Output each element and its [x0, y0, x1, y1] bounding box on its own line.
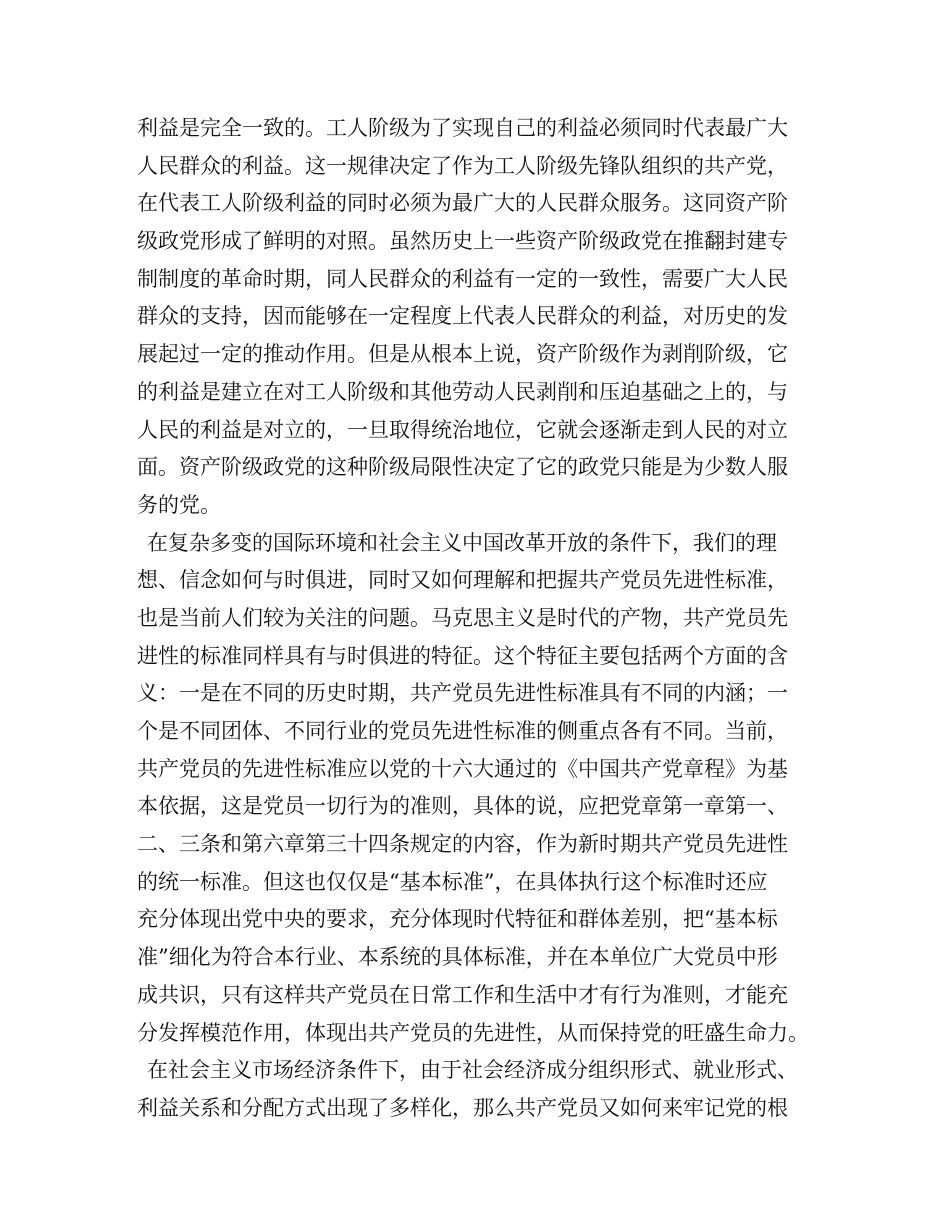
text-line: 人民群众的利益。这一规律决定了作为工人阶级先锋队组织的共产党，: [137, 153, 788, 178]
text-line: 本依据，这是党员一切行为的准则，具体的说，应把党章第一章第一、: [137, 794, 788, 819]
text-line: 制制度的革命时期，同人民群众的利益有一定的一致性，需要广大人民: [137, 266, 788, 291]
text-line: 的统一标准。但这也仅仅是“基本标准”，在具体执行这个标准时还应: [137, 869, 768, 894]
text-line: 义：一是在不同的历史时期，共产党员先进性标准具有不同的内涵；一: [137, 681, 788, 706]
text-line: 充分体现出党中央的要求，充分体现时代特征和群体差别，把“基本标: [137, 907, 778, 932]
text-line: 利益关系和分配方式出现了多样化，那么共产党员又如何来牢记党的根: [137, 1095, 788, 1120]
text-line: 展起过一定的推动作用。但是从根本上说，资产阶级作为剥削阶级，它: [137, 342, 788, 367]
paragraph-start-line: 在复杂多变的国际环境和社会主义中国改革开放的条件下，我们的理: [147, 530, 777, 555]
text-line: 面。资产阶级政党的这种阶级局限性决定了它的政党只能是为少数人服: [137, 455, 788, 480]
paragraph-start-line: 在社会主义市场经济条件下，由于社会经济成分组织形式、就业形式、: [147, 1058, 798, 1083]
text-line: 分发挥模范作用，体现出共产党员的先进性，从而保持党的旺盛生命力。: [137, 1020, 809, 1045]
text-line: 在代表工人阶级利益的同时必须为最广大的人民群众服务。这同资产阶: [137, 191, 788, 216]
text-line: 也是当前人们较为关注的问题。马克思主义是时代的产物，共产党员先: [137, 605, 788, 630]
text-line: 利益是完全一致的。工人阶级为了实现自己的利益必须同时代表最广大: [137, 116, 788, 140]
text-line: 二、三条和第六章第三十四条规定的内容，作为新时期共产党员先进性: [137, 832, 788, 857]
text-line: 想、信念如何与时俱进，同时又如何理解和把握共产党员先进性标准，: [137, 568, 788, 593]
body-text: [137, 110, 817, 1128]
text-line: 准”细化为符合本行业、本系统的具体标准，并在本单位广大党员中形: [137, 945, 778, 970]
text-line: 共产党员的先进性标准应以党的十六大通过的《中国共产党章程》为基: [137, 756, 788, 781]
text-line: 人民的利益是对立的，一旦取得统治地位，它就会逐渐走到人民的对立: [137, 417, 788, 442]
text-line: 进性的标准同样具有与时俱进的特征。这个特征主要包括两个方面的含: [137, 643, 788, 668]
text-line: 群众的支持，因而能够在一定程度上代表人民群众的利益，对历史的发: [137, 304, 788, 329]
text-line: 成共识，只有这样共产党员在日常工作和生活中才有行为准则，才能充: [137, 982, 788, 1007]
text-line: 务的党。: [137, 492, 221, 517]
text-line: 个是不同团体、不同行业的党员先进性标准的侧重点各有不同。当前，: [137, 719, 788, 743]
text-line: 的利益是建立在对工人阶级和其他劳动人民剥削和压迫基础之上的，与: [137, 379, 788, 404]
text-line: 级政党形成了鲜明的对照。虽然历史上一些资产阶级政党在推翻封建专: [137, 229, 788, 254]
